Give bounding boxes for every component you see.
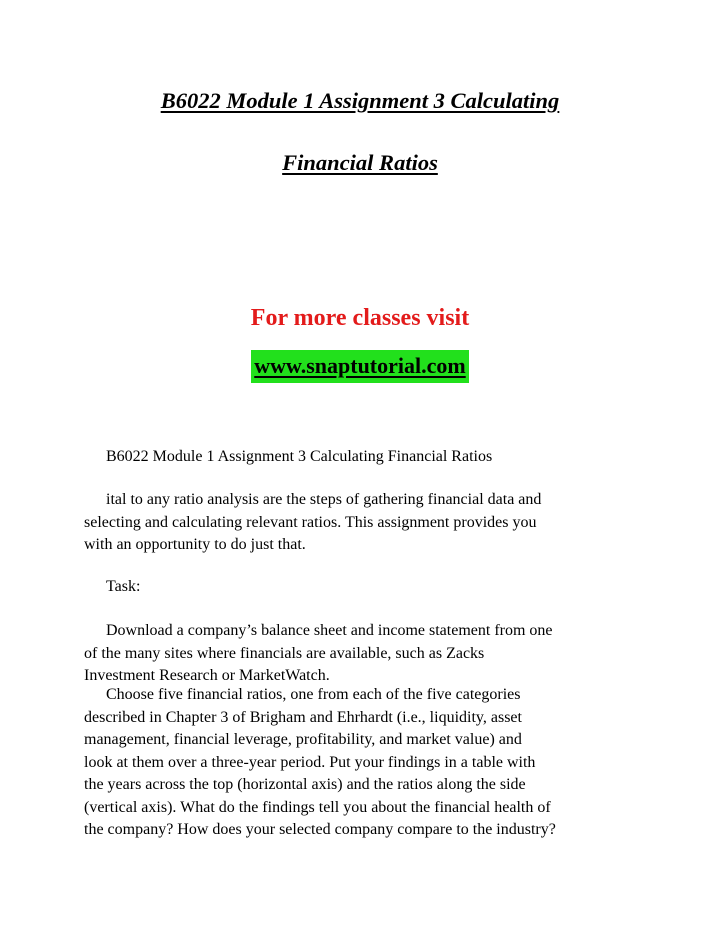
task-paragraph	[84, 576, 664, 599]
task-label: Task:	[106, 578, 141, 595]
body-title: B6022 Module 1 Assignment 3 Calculating Financial Ratios	[106, 448, 493, 465]
choose-line: (vertical axis). What do the findings tell you about the financial health of	[84, 798, 551, 816]
choose-line: management, financial leverage, profitability, and market value) and	[84, 731, 522, 748]
body-title-paragraph	[84, 446, 664, 469]
intro-paragraph	[84, 489, 664, 557]
promo-url-container	[0, 350, 720, 383]
download-line: of the many sites where financials are available, such as Zacks	[84, 644, 485, 662]
intro-line: with an opportunity to do just that.	[84, 536, 306, 553]
intro-line: selecting and calculating relevant ratios. This assignment provides you	[84, 513, 537, 531]
choose-line: the company? How does your selected company compare to the industry?	[84, 821, 556, 838]
download-line: Download a company’s balance sheet and income statement from one	[106, 622, 553, 639]
document-title-line-2: Financial Ratios	[282, 150, 438, 175]
choose-line: look at them over a three-year period. Put your findings in a table with	[84, 753, 536, 771]
promo-text: For more classes visit	[250, 305, 470, 331]
choose-line: described in Chapter 3 of Brigham and Ehrhardt (i.e., liquidity, asset	[84, 708, 522, 726]
choose-line: the years across the top (horizontal axis) and the ratios along the side	[84, 776, 526, 793]
download-line: Investment Research or MarketWatch.	[84, 667, 330, 684]
document-title-line-1: B6022 Module 1 Assignment 3 Calculating	[160, 88, 560, 113]
choose-paragraph	[84, 684, 664, 842]
intro-line: ital to any ratio analysis are the steps of gathering financial data and	[106, 491, 542, 508]
choose-line: Choose five financial ratios, one from each of the five categories	[106, 686, 521, 703]
promo-url-link[interactable]: www.snaptutorial.com	[251, 350, 468, 383]
download-paragraph	[84, 620, 664, 688]
